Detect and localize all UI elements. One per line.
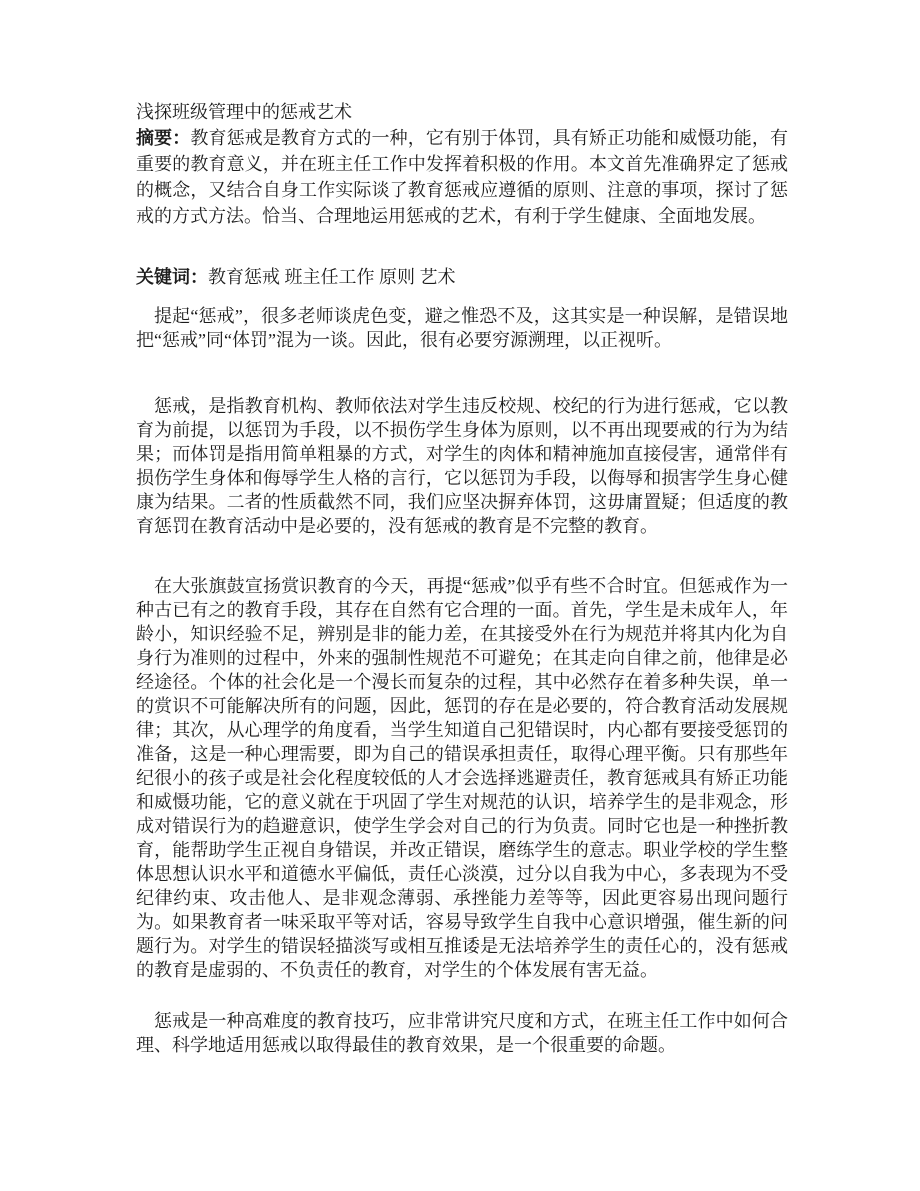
body-paragraph-conclusion: 惩戒是一种高难度的教育技巧，应非常讲究尺度和方式，在班主任工作中如何合理、科学地适用惩戒以取得最佳的教育效果，是一个很重要的命题。 [136, 1011, 788, 1055]
abstract-paragraph [136, 125, 788, 229]
keywords-line [136, 264, 788, 290]
body-paragraph-intro: 提起“惩戒”，很多老师谈虎色变，避之惟恐不及，这其实是一种误解，是错误地把“惩戒”同“体罚”混为一谈。因此，很有必要穷源溯理，以正视听。 [136, 306, 788, 350]
body-paragraph-argument: 在大张旗鼓宣扬赏识教育的今天，再提“惩戒”似乎有些不合时宜。但惩戒作为一种古已有之的教育手段，其存在自然有它合理的一面。首先，学生是未成年人，年龄小，知识经验不足，辨别是非的能力差，在其接受外在行为规范并将其内化为自身行为准则的过程中，外来的强制性规范不可避免；在其走向自律之前，他律是必经途径。个体的社会化是一个漫长而复杂的过程，其中必然存在着多种失误，单一的赏识不可能解决所有的问题，因此，惩罚的存在是必要的，符合教育活动发展规律；其次，从心理学的角度看，当学生知道自己犯错误时，内心都有要接受惩罚的准备，这是一种心理需要，即为自己的错误承担责任，取得心理平衡。只有那些年纪很小的孩子或是社会化程度较低的人才会选择逃避责任，教育惩戒具有矫正功能和威慑功能，它的意义就在于巩固了学生对规范的认识，培养学生的是非观念，形成对错误行为的趋避意识，使学生学会对自己的行为负责。同时它也是一种挫折教育，能帮助学生正视自身错误，并改正错误，磨练学生的意志。职业学校的学生整体思想认识水平和道德水平偏低，责任心淡漠，过分以自我为中心，多表现为不受纪律约束、攻击他人、是非观念薄弱、承挫能力差等等，因此更容易出现问题行为。如果教育者一味采取平等对话，容易导致学生自我中心意识增强，催生新的问题行为。对学生的错误轻描淡写或相互推诿是无法培养学生的责任心的，没有惩戒的教育是虚弱的、不负责任的教育，对学生的个体发展有害无益。 [136, 576, 788, 980]
abstract-text: 教育惩戒是教育方式的一种，它有别于体罚，具有矫正功能和威慑功能，有重要的教育意义，并在班主任工作中发挥着积极的作用。本文首先准确界定了惩戒的概念，又结合自身工作实际谈了教育惩戒应遵循的原则、注意的事项，探讨了惩戒的方式方法。恰当、合理地运用惩戒的艺术，有利于学生健康、全面地发展。 [136, 128, 788, 226]
abstract-label: 摘要： [136, 128, 191, 148]
keywords-text: 教育惩戒 班主任工作 原则 艺术 [208, 267, 456, 287]
keywords-label: 关键词： [136, 267, 208, 287]
page-title: 浅探班级管理中的惩戒艺术 [136, 102, 352, 122]
body-paragraph-definition: 惩戒，是指教育机构、教师依法对学生违反校规、校纪的行为进行惩戒，它以教育为前提，以惩罚为手段，以不损伤学生身体为原则，以不再出现要戒的行为为结果；而体罚是指用简单粗暴的方式，对学生的肉体和精神施加直接侵害，通常伴有损伤学生身体和侮辱学生人格的言行，它以惩罚为手段，以侮辱和损害学生身心健康为结果。二者的性质截然不同，我们应坚决摒弃体罚，这毋庸置疑；但适度的教育惩罚在教育活动中是必要的，没有惩戒的教育是不完整的教育。 [136, 396, 788, 536]
